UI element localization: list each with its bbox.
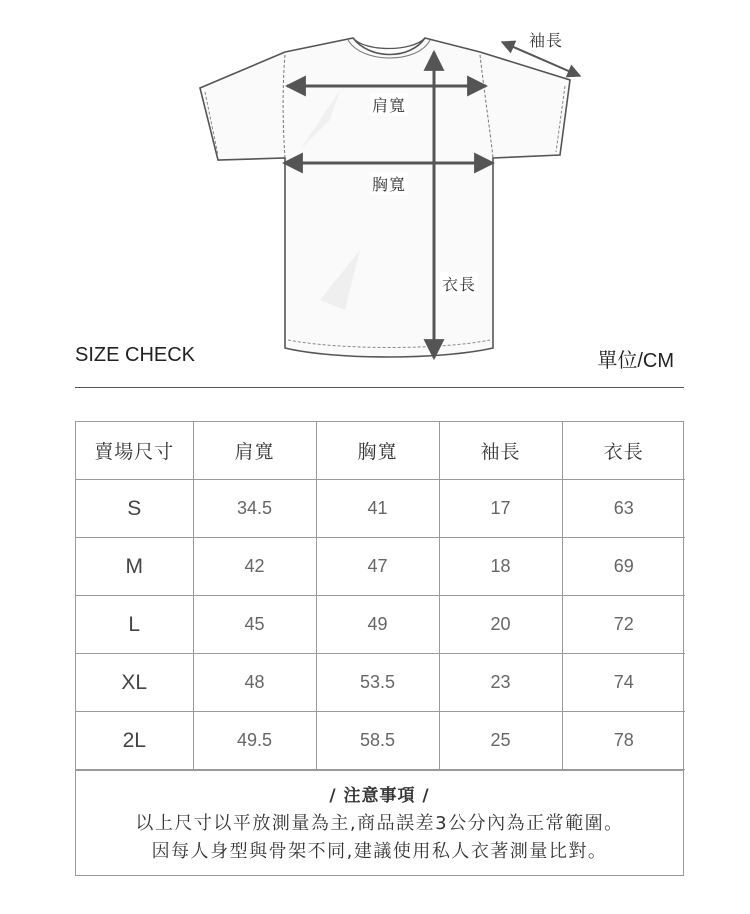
- value-cell: 58.5: [316, 712, 439, 770]
- table-row: [76, 712, 685, 770]
- unit-label: 單位/CM: [597, 350, 674, 372]
- value-cell: 42: [193, 538, 316, 596]
- value-cell: 49: [316, 596, 439, 654]
- length-label: 衣長: [440, 272, 478, 295]
- value-cell: 45: [193, 596, 316, 654]
- value-cell: 53.5: [316, 654, 439, 712]
- value-cell: 23: [439, 654, 562, 712]
- size-cell: M: [76, 538, 193, 596]
- size-table: [75, 421, 684, 876]
- value-cell: 47: [316, 538, 439, 596]
- value-cell: 25: [439, 712, 562, 770]
- table-row: [76, 480, 685, 538]
- chest-label: 胸寬: [370, 172, 408, 195]
- value-cell: 18: [439, 538, 562, 596]
- table-row: [76, 596, 685, 654]
- value-cell: 41: [316, 480, 439, 538]
- size-cell: XL: [76, 654, 193, 712]
- sleeve-label: 袖長: [527, 28, 565, 51]
- value-cell: 20: [439, 596, 562, 654]
- col-header-shoulder: 肩寬: [193, 422, 316, 480]
- col-header-length: 衣長: [562, 422, 685, 480]
- notes-section: [76, 770, 683, 875]
- value-cell: 69: [562, 538, 685, 596]
- size-check-title: SIZE CHECK: [75, 344, 196, 366]
- table-header-row: [76, 422, 685, 480]
- col-header-sleeve: 袖長: [439, 422, 562, 480]
- value-cell: 49.5: [193, 712, 316, 770]
- divider: [75, 387, 684, 388]
- table-row: [76, 538, 685, 596]
- note-line-2: 因每人身型與骨架不同,建議使用私人衣著測量比對。: [151, 841, 608, 862]
- value-cell: 34.5: [193, 480, 316, 538]
- value-cell: 72: [562, 596, 685, 654]
- size-cell: S: [76, 480, 193, 538]
- col-header-size: 賣場尺寸: [76, 422, 193, 480]
- size-cell: 2L: [76, 712, 193, 770]
- value-cell: 78: [562, 712, 685, 770]
- table-row: [76, 654, 685, 712]
- value-cell: 74: [562, 654, 685, 712]
- value-cell: 48: [193, 654, 316, 712]
- shoulder-label: 肩寬: [370, 93, 408, 116]
- notes-title: / 注意事項 /: [329, 786, 430, 806]
- value-cell: 63: [562, 480, 685, 538]
- size-cell: L: [76, 596, 193, 654]
- note-line-1: 以上尺寸以平放測量為主,商品誤差3公分內為正常範圍。: [135, 813, 624, 834]
- col-header-chest: 胸寬: [316, 422, 439, 480]
- value-cell: 17: [439, 480, 562, 538]
